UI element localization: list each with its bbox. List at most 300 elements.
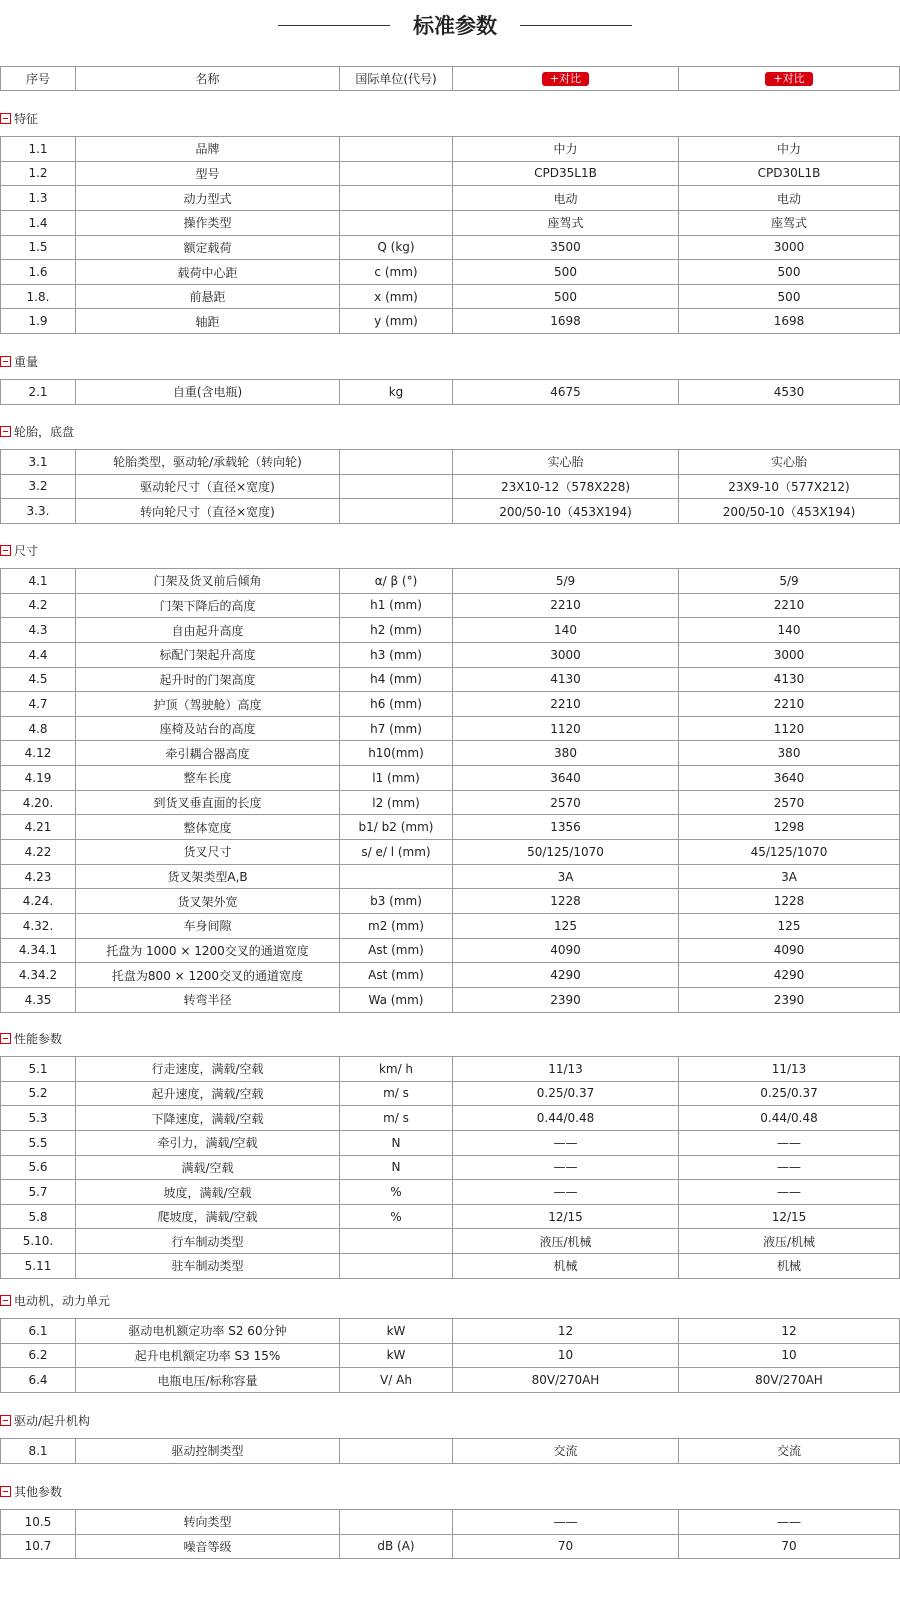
spec-table: [0, 449, 900, 524]
model-2-value: 0.25/0.37: [679, 1081, 900, 1106]
model-1-value: 1698: [453, 309, 679, 334]
table-row: [1, 889, 900, 914]
model-2-value: 500: [679, 260, 900, 285]
model-1-value: 2210: [453, 692, 679, 717]
model-1-value: 70: [453, 1534, 679, 1559]
spec-table: [0, 568, 900, 1013]
table-row: [1, 913, 900, 938]
model-2-value: 电动: [679, 186, 900, 211]
model-1-value: ——: [453, 1510, 679, 1535]
param-name: 行车制动类型: [76, 1229, 340, 1254]
model-2-value: 80V/270AH: [679, 1368, 900, 1393]
model-1-value: 200/50-10（453X194): [453, 499, 679, 524]
table-row: [1, 1319, 900, 1344]
model-2-value: 液压/机械: [679, 1229, 900, 1254]
table-row: [1, 499, 900, 524]
row-number: 4.24.: [1, 889, 76, 914]
param-name: 货叉架类型A,B: [76, 864, 340, 889]
row-number: 5.5: [1, 1130, 76, 1155]
param-name: 驻车制动类型: [76, 1254, 340, 1279]
row-number: 3.3.: [1, 499, 76, 524]
param-name: 整体宽度: [76, 815, 340, 840]
param-unit: N: [340, 1155, 453, 1180]
table-row: [1, 474, 900, 499]
param-unit: [340, 210, 453, 235]
param-unit: h6 (mm): [340, 692, 453, 717]
param-unit: α/ β (°): [340, 569, 453, 594]
row-number: 4.1: [1, 569, 76, 594]
model-1-value: 0.44/0.48: [453, 1106, 679, 1131]
row-number: 1.9: [1, 309, 76, 334]
row-number: 4.34.1: [1, 938, 76, 963]
model-1-value: 1120: [453, 716, 679, 741]
param-name: 爬坡度，满载/空载: [76, 1204, 340, 1229]
param-unit: b1/ b2 (mm): [340, 815, 453, 840]
table-row: [1, 840, 900, 865]
header-col-name: 名称: [76, 67, 340, 91]
model-2-value: 11/13: [679, 1057, 900, 1082]
param-name: 驱动控制类型: [76, 1439, 340, 1464]
param-unit: Ast (mm): [340, 938, 453, 963]
model-1-value: 125: [453, 913, 679, 938]
param-name: 门架下降后的高度: [76, 593, 340, 618]
param-name: 品牌: [76, 137, 340, 162]
param-name: 货叉架外宽: [76, 889, 340, 914]
param-unit: x (mm): [340, 284, 453, 309]
param-unit: m/ s: [340, 1081, 453, 1106]
param-unit: [340, 864, 453, 889]
param-name: 起升电机额定功率 S3 15%: [76, 1343, 340, 1368]
model-2-value: 1298: [679, 815, 900, 840]
row-number: 5.7: [1, 1180, 76, 1205]
model-1-value: 3A: [453, 864, 679, 889]
param-name: 自重(含电瓶): [76, 380, 340, 405]
collapse-minus-icon[interactable]: [0, 356, 11, 367]
param-unit: m/ s: [340, 1106, 453, 1131]
model-1-value: 交流: [453, 1439, 679, 1464]
model-1-value: 380: [453, 741, 679, 766]
compare-button-2[interactable]: +对比: [765, 72, 812, 86]
param-name: 前悬距: [76, 284, 340, 309]
spec-table: [0, 1056, 900, 1279]
model-2-value: 12/15: [679, 1204, 900, 1229]
param-name: 动力型式: [76, 186, 340, 211]
model-1-value: 11/13: [453, 1057, 679, 1082]
section-title: 性能参数: [14, 1032, 63, 1046]
param-name: 起升时的门架高度: [76, 667, 340, 692]
param-name: 噪音等级: [76, 1534, 340, 1559]
model-2-value: 3A: [679, 864, 900, 889]
table-row: [1, 380, 900, 405]
header-col-unit: 国际单位(代号): [340, 67, 453, 91]
spec-table: [0, 1438, 900, 1464]
table-row: [1, 815, 900, 840]
model-1-value: ——: [453, 1155, 679, 1180]
model-1-value: 3640: [453, 766, 679, 791]
param-unit: l2 (mm): [340, 790, 453, 815]
model-2-value: 4290: [679, 963, 900, 988]
row-number: 3.2: [1, 474, 76, 499]
model-2-value: 交流: [679, 1439, 900, 1464]
row-number: 5.1: [1, 1057, 76, 1082]
param-unit: c (mm): [340, 260, 453, 285]
table-row: [1, 1204, 900, 1229]
row-number: 4.20.: [1, 790, 76, 815]
model-2-value: 4130: [679, 667, 900, 692]
param-name: 载荷中心距: [76, 260, 340, 285]
row-number: 1.2: [1, 161, 76, 186]
param-unit: [340, 1229, 453, 1254]
section-title: 驱动/起升机构: [14, 1414, 91, 1428]
model-1-value: 140: [453, 618, 679, 643]
model-2-value: 200/50-10（453X194): [679, 499, 900, 524]
model-1-value: 1356: [453, 815, 679, 840]
table-row: [1, 618, 900, 643]
table-row: [1, 1343, 900, 1368]
param-name: 驱动轮尺寸（直径×宽度): [76, 474, 340, 499]
model-1-value: 2390: [453, 987, 679, 1012]
row-number: 5.11: [1, 1254, 76, 1279]
table-row: [1, 1510, 900, 1535]
param-unit: h3 (mm): [340, 642, 453, 667]
row-number: 5.3: [1, 1106, 76, 1131]
model-2-value: 1228: [679, 889, 900, 914]
spec-table: [0, 379, 900, 405]
model-2-value: 0.44/0.48: [679, 1106, 900, 1131]
param-unit: l1 (mm): [340, 766, 453, 791]
param-unit: Q (kg): [340, 235, 453, 260]
title-divider-left: [278, 25, 390, 26]
row-number: 6.2: [1, 1343, 76, 1368]
table-row: [1, 741, 900, 766]
model-2-value: 4090: [679, 938, 900, 963]
model-1-value: 80V/270AH: [453, 1368, 679, 1393]
param-name: 行走速度，满载/空载: [76, 1057, 340, 1082]
model-2-value: 座驾式: [679, 210, 900, 235]
param-name: 整车长度: [76, 766, 340, 791]
section-header[interactable]: [0, 1292, 110, 1310]
table-row: [1, 235, 900, 260]
param-name: 转向类型: [76, 1510, 340, 1535]
model-2-value: ——: [679, 1155, 900, 1180]
row-number: 5.6: [1, 1155, 76, 1180]
model-1-value: 1228: [453, 889, 679, 914]
param-unit: kg: [340, 380, 453, 405]
model-1-value: 3500: [453, 235, 679, 260]
param-name: 坡度，满载/空载: [76, 1180, 340, 1205]
model-2-value: CPD30L1B: [679, 161, 900, 186]
param-unit: kW: [340, 1343, 453, 1368]
model-1-value: 4130: [453, 667, 679, 692]
section-header[interactable]: [0, 1412, 90, 1430]
row-number: 1.6: [1, 260, 76, 285]
model-2-value: 125: [679, 913, 900, 938]
param-unit: s/ e/ l (mm): [340, 840, 453, 865]
param-unit: [340, 450, 453, 475]
table-row: [1, 987, 900, 1012]
row-number: 6.1: [1, 1319, 76, 1344]
model-1-value: ——: [453, 1180, 679, 1205]
table-row: [1, 309, 900, 334]
section-header[interactable]: [0, 353, 38, 371]
model-2-value: 3640: [679, 766, 900, 791]
param-name: 托盘为 1000 × 1200交叉的通道宽度: [76, 938, 340, 963]
section-header[interactable]: [0, 1030, 62, 1048]
param-unit: Ast (mm): [340, 963, 453, 988]
row-number: 1.1: [1, 137, 76, 162]
row-number: 10.7: [1, 1534, 76, 1559]
table-row: [1, 450, 900, 475]
param-unit: %: [340, 1204, 453, 1229]
row-number: 4.12: [1, 741, 76, 766]
param-name: 货叉尺寸: [76, 840, 340, 865]
model-1-value: 电动: [453, 186, 679, 211]
table-row: [1, 1439, 900, 1464]
header-col-compare-2: [679, 67, 900, 91]
header-col-no: 序号: [1, 67, 76, 91]
model-1-value: ——: [453, 1130, 679, 1155]
section-title: 重量: [14, 355, 39, 369]
row-number: 1.3: [1, 186, 76, 211]
param-unit: Wa (mm): [340, 987, 453, 1012]
model-1-value: 机械: [453, 1254, 679, 1279]
section-header[interactable]: [0, 110, 38, 128]
model-1-value: 2210: [453, 593, 679, 618]
param-unit: h10(mm): [340, 741, 453, 766]
model-2-value: 1120: [679, 716, 900, 741]
model-1-value: 10: [453, 1343, 679, 1368]
table-row: [1, 1180, 900, 1205]
row-number: 4.4: [1, 642, 76, 667]
row-number: 4.21: [1, 815, 76, 840]
param-name: 车身间隙: [76, 913, 340, 938]
param-unit: [340, 499, 453, 524]
table-row: [1, 137, 900, 162]
param-name: 座椅及站台的高度: [76, 716, 340, 741]
row-number: 6.4: [1, 1368, 76, 1393]
param-name: 轴距: [76, 309, 340, 334]
model-2-value: 380: [679, 741, 900, 766]
param-unit: h1 (mm): [340, 593, 453, 618]
model-1-value: 500: [453, 260, 679, 285]
model-2-value: ——: [679, 1180, 900, 1205]
param-name: 自由起升高度: [76, 618, 340, 643]
table-row: [1, 1130, 900, 1155]
model-1-value: 中力: [453, 137, 679, 162]
param-name: 满载/空载: [76, 1155, 340, 1180]
param-unit: h7 (mm): [340, 716, 453, 741]
spec-table: [0, 1509, 900, 1559]
table-row: [1, 963, 900, 988]
table-row: [1, 260, 900, 285]
model-2-value: 2570: [679, 790, 900, 815]
param-name: 轮胎类型，驱动轮/承载轮（转向轮): [76, 450, 340, 475]
model-1-value: 实心胎: [453, 450, 679, 475]
table-row: [1, 569, 900, 594]
model-2-value: 中力: [679, 137, 900, 162]
model-1-value: 座驾式: [453, 210, 679, 235]
section-header[interactable]: [0, 423, 74, 441]
param-name: 转弯半径: [76, 987, 340, 1012]
param-name: 起升速度，满载/空载: [76, 1081, 340, 1106]
table-row: [1, 692, 900, 717]
table-row: [1, 1081, 900, 1106]
spec-table: [0, 1318, 900, 1393]
model-1-value: 液压/机械: [453, 1229, 679, 1254]
section-title: 尺寸: [14, 544, 39, 558]
row-number: 4.19: [1, 766, 76, 791]
param-name: 电瓶电压/标称容量: [76, 1368, 340, 1393]
section-title: 其他参数: [14, 1485, 63, 1499]
row-number: 4.23: [1, 864, 76, 889]
param-unit: %: [340, 1180, 453, 1205]
row-number: 4.2: [1, 593, 76, 618]
param-name: 到货叉垂直面的长度: [76, 790, 340, 815]
row-number: 5.10.: [1, 1229, 76, 1254]
param-name: 型号: [76, 161, 340, 186]
table-row: [1, 790, 900, 815]
model-2-value: 实心胎: [679, 450, 900, 475]
table-row: [1, 161, 900, 186]
title-divider-right: [520, 25, 632, 26]
row-number: 4.22: [1, 840, 76, 865]
model-2-value: 45/125/1070: [679, 840, 900, 865]
row-number: 4.8: [1, 716, 76, 741]
model-1-value: 0.25/0.37: [453, 1081, 679, 1106]
page-title-block: [0, 8, 900, 44]
param-unit: h4 (mm): [340, 667, 453, 692]
model-1-value: 23X10-12（578X228): [453, 474, 679, 499]
model-2-value: 机械: [679, 1254, 900, 1279]
table-row: [1, 667, 900, 692]
param-name: 牵引力，满载/空载: [76, 1130, 340, 1155]
table-row: [1, 1368, 900, 1393]
param-name: 托盘为800 × 1200交叉的通道宽度: [76, 963, 340, 988]
param-name: 下降速度，满载/空载: [76, 1106, 340, 1131]
model-1-value: CPD35L1B: [453, 161, 679, 186]
table-row: [1, 864, 900, 889]
param-name: 门架及货叉前后倾角: [76, 569, 340, 594]
param-unit: [340, 1254, 453, 1279]
param-unit: [340, 1439, 453, 1464]
param-unit: m2 (mm): [340, 913, 453, 938]
model-1-value: 4675: [453, 380, 679, 405]
section-title: 电动机，动力单元: [14, 1294, 111, 1308]
row-number: 5.8: [1, 1204, 76, 1229]
collapse-minus-icon[interactable]: [0, 1295, 11, 1306]
spec-table: [0, 136, 900, 334]
collapse-minus-icon[interactable]: [0, 113, 11, 124]
model-2-value: 2210: [679, 593, 900, 618]
table-row: [1, 716, 900, 741]
section-header[interactable]: [0, 542, 38, 560]
row-number: 1.8.: [1, 284, 76, 309]
model-1-value: 4290: [453, 963, 679, 988]
row-number: 2.1: [1, 380, 76, 405]
model-2-value: 23X9-10（577X212): [679, 474, 900, 499]
param-unit: dB (A): [340, 1534, 453, 1559]
param-unit: [340, 137, 453, 162]
param-name: 转向轮尺寸（直径×宽度): [76, 499, 340, 524]
param-unit: [340, 186, 453, 211]
table-row: [1, 210, 900, 235]
model-1-value: 4090: [453, 938, 679, 963]
collapse-minus-icon[interactable]: [0, 545, 11, 556]
param-unit: y (mm): [340, 309, 453, 334]
model-2-value: 4530: [679, 380, 900, 405]
table-row: [1, 642, 900, 667]
section-header[interactable]: [0, 1483, 62, 1501]
table-row: [1, 938, 900, 963]
row-number: 4.32.: [1, 913, 76, 938]
model-2-value: 70: [679, 1534, 900, 1559]
model-1-value: 50/125/1070: [453, 840, 679, 865]
param-unit: b3 (mm): [340, 889, 453, 914]
param-unit: h2 (mm): [340, 618, 453, 643]
param-name: 额定载荷: [76, 235, 340, 260]
table-row: [1, 766, 900, 791]
collapse-minus-icon[interactable]: [0, 1033, 11, 1044]
section-title: 特征: [14, 112, 39, 126]
param-name: 牵引耦合器高度: [76, 741, 340, 766]
model-1-value: 3000: [453, 642, 679, 667]
row-number: 1.5: [1, 235, 76, 260]
page-title: 标准参数: [413, 14, 497, 38]
param-name: 护顶（驾驶舱）高度: [76, 692, 340, 717]
table-row: [1, 1254, 900, 1279]
model-1-value: 2570: [453, 790, 679, 815]
model-2-value: 12: [679, 1319, 900, 1344]
row-number: 5.2: [1, 1081, 76, 1106]
collapse-minus-icon[interactable]: [0, 1486, 11, 1497]
table-row: [1, 1057, 900, 1082]
model-2-value: 140: [679, 618, 900, 643]
param-unit: [340, 1510, 453, 1535]
model-2-value: 3000: [679, 235, 900, 260]
row-number: 4.35: [1, 987, 76, 1012]
header-col-compare-1: [453, 67, 679, 91]
compare-button-1[interactable]: +对比: [542, 72, 589, 86]
model-2-value: 2390: [679, 987, 900, 1012]
row-number: 4.5: [1, 667, 76, 692]
collapse-minus-icon[interactable]: [0, 426, 11, 437]
collapse-minus-icon[interactable]: [0, 1415, 11, 1426]
param-unit: V/ Ah: [340, 1368, 453, 1393]
model-1-value: 5/9: [453, 569, 679, 594]
model-1-value: 500: [453, 284, 679, 309]
param-name: 驱动电机额定功率 S2 60分钟: [76, 1319, 340, 1344]
table-row: [1, 186, 900, 211]
row-number: 1.4: [1, 210, 76, 235]
row-number: 8.1: [1, 1439, 76, 1464]
param-name: 操作类型: [76, 210, 340, 235]
param-unit: [340, 474, 453, 499]
header-table: [0, 66, 900, 91]
param-unit: kW: [340, 1319, 453, 1344]
row-number: 4.34.2: [1, 963, 76, 988]
model-2-value: ——: [679, 1130, 900, 1155]
model-2-value: 10: [679, 1343, 900, 1368]
param-unit: km/ h: [340, 1057, 453, 1082]
table-row: [1, 1106, 900, 1131]
row-number: 10.5: [1, 1510, 76, 1535]
model-1-value: 12/15: [453, 1204, 679, 1229]
table-row: [1, 1229, 900, 1254]
param-name: 标配门架起升高度: [76, 642, 340, 667]
model-1-value: 12: [453, 1319, 679, 1344]
model-2-value: 2210: [679, 692, 900, 717]
table-row: [1, 1534, 900, 1559]
